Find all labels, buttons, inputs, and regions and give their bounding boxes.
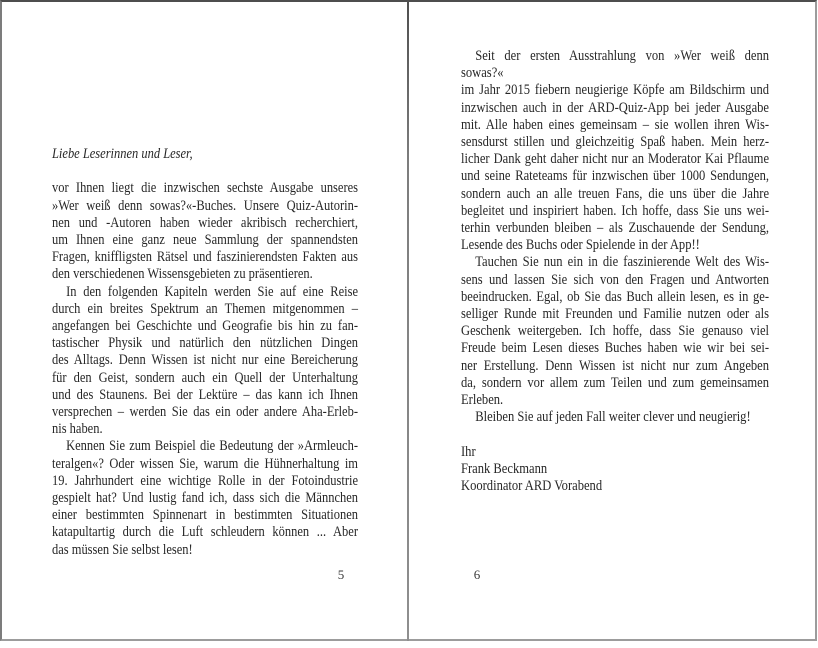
page-right-textblock bbox=[461, 48, 769, 495]
text-line: teralgen«? Oder wissen Sie, warum die Hühnerhaltung im bbox=[52, 455, 358, 472]
paragraph bbox=[52, 284, 358, 439]
text-line: des Alltags. Denn Wissen ist nicht nur eine Bereicherung bbox=[52, 352, 358, 369]
text-line: Bleiben Sie auf jeden Fall weiter clever und neugierig! bbox=[475, 409, 751, 426]
text-line: 19. Jahrhundert eine wichtige Rolle in der Fotoindustrie bbox=[52, 472, 358, 489]
text-line: In den folgenden Kapiteln werden Sie auf eine Reise bbox=[66, 283, 358, 300]
text-line: selliger Runde mit Freunden und Familie nutzen oder als bbox=[461, 306, 770, 323]
text-line: und seine Rateteams für inzwischen über 1000 Sendungen, bbox=[461, 168, 770, 185]
text-line: ner Erstellung. Denn Wissen ist nicht nur zum Angeben bbox=[461, 357, 770, 374]
text-line: inzwischen auch in der ARD-Quiz-App bei jeder Ausgabe bbox=[461, 99, 770, 116]
paragraph bbox=[461, 409, 769, 426]
text-line: einer bestimmten Spinnenart in bestimmten Situationen bbox=[52, 507, 358, 524]
text-line: tastischer Physik und natürlich den nützlichen Dingen bbox=[52, 335, 358, 352]
signature-line: Koordinator ARD Vorabend bbox=[461, 478, 603, 495]
paragraph bbox=[461, 254, 769, 409]
text-line: licher Dank geht daher nicht nur an Moderator Kai Pflaume bbox=[461, 151, 770, 168]
page-left-textblock bbox=[52, 146, 358, 559]
text-line: den verschiedenen Wissensgebieten zu präsentieren. bbox=[52, 266, 313, 283]
page-number-right: 6 bbox=[473, 567, 481, 582]
text-line: katapultartig durch die Luft schleudern können ... Aber bbox=[52, 524, 358, 541]
text-line: um Ihnen eine ganz neue Sammlung der spannendsten bbox=[52, 232, 358, 248]
text-line: sondern auch an alle treuen Fans, die uns über die Jahre bbox=[461, 185, 770, 202]
signature-block bbox=[461, 444, 769, 496]
salutation: Liebe Leserinnen und Leser, bbox=[52, 146, 193, 162]
text-line: »Wer weiß denn sowas?«-Buches. Unsere Quiz-Autorin- bbox=[52, 197, 358, 214]
blank-line bbox=[461, 426, 769, 443]
text-line: Erleben. bbox=[461, 392, 504, 409]
text-line: Geschenk weitergeben. Ich hoffe, dass Sie genauso viel bbox=[461, 323, 770, 340]
page-number-left: 5 bbox=[337, 567, 345, 582]
text-line: Tauchen Sie nun ein in die faszinierende Welt des Wis- bbox=[475, 254, 770, 271]
text-line: gespielt hat? Und lustig fand ich, dass sich die Männchen bbox=[52, 490, 358, 507]
text-line: sensdurst stillen und gleichzeitig Spaß haben. Mein herz- bbox=[461, 134, 770, 151]
blank-line bbox=[52, 163, 358, 180]
text-line: da, sondern vor allem zum Teilen und zum gemeinsamen bbox=[461, 374, 770, 391]
page-gutter-line bbox=[407, 0, 409, 641]
text-line: nis haben. bbox=[52, 421, 103, 438]
text-line: versprechen – werden Sie das ein oder andere Aha-Erleb- bbox=[52, 404, 358, 421]
text-line: im Jahr 2015 fiebern neugierige Köpfe am Bildschirm und bbox=[461, 82, 770, 99]
text-line: mit. Alle haben eines gemeinsam – sie wollen ihren Wis- bbox=[461, 116, 770, 133]
text-line: Lesende des Buchs oder Spielende in der App!! bbox=[461, 237, 700, 254]
text-line: nen und -Autoren haben wieder akribisch recherchiert, bbox=[52, 214, 358, 231]
paragraph bbox=[461, 48, 769, 254]
text-line: terhin verbunden bleiben – als Zuschauende der Sendung, bbox=[461, 220, 770, 237]
text-line: beeindrucken. Egal, ob Sie das Buch allein lesen, es in ge- bbox=[461, 288, 770, 305]
paragraph bbox=[52, 180, 358, 283]
text-line: durch ein breites Spektrum an Themen mitgenommen – bbox=[52, 300, 358, 317]
text-line: und des Staunens. Bei der Lektüre – das kann ich Ihnen bbox=[52, 386, 358, 403]
text-line: sens und lassen Sie sich von den Fragen und Antworten bbox=[461, 271, 770, 288]
signature-line: Ihr bbox=[461, 443, 476, 460]
text-line: begleitet und inspiriert haben. Ich hoffe, dass Sie uns wei- bbox=[461, 202, 770, 219]
text-line: angefangen bei Geschichte und Geografie bis hin zu fan- bbox=[52, 318, 358, 335]
text-line: Seit der ersten Ausstrahlung von »Wer weiß denn sowas?« bbox=[461, 48, 770, 82]
text-line: das müssen Sie selbst lesen! bbox=[52, 541, 193, 558]
text-line: Freude beim Lesen dieses Buches haben wie wir bei sei- bbox=[461, 340, 770, 357]
text-line: für den Geist, sondern auch ein Quell der Unterhaltung bbox=[52, 369, 358, 386]
text-line: Fragen, kniffligsten Rätsel und faszinierendsten Fakten aus bbox=[52, 249, 358, 266]
signature-line: Frank Beckmann bbox=[461, 460, 548, 477]
text-line: vor Ihnen liegt die inzwischen sechste Ausgabe unseres bbox=[52, 180, 358, 197]
text-line: Kennen Sie zum Beispiel die Bedeutung der »Armleuch- bbox=[66, 438, 358, 455]
paragraph bbox=[52, 438, 358, 558]
page-left-paragraphs bbox=[52, 180, 358, 558]
page-right-paragraphs bbox=[461, 48, 769, 426]
